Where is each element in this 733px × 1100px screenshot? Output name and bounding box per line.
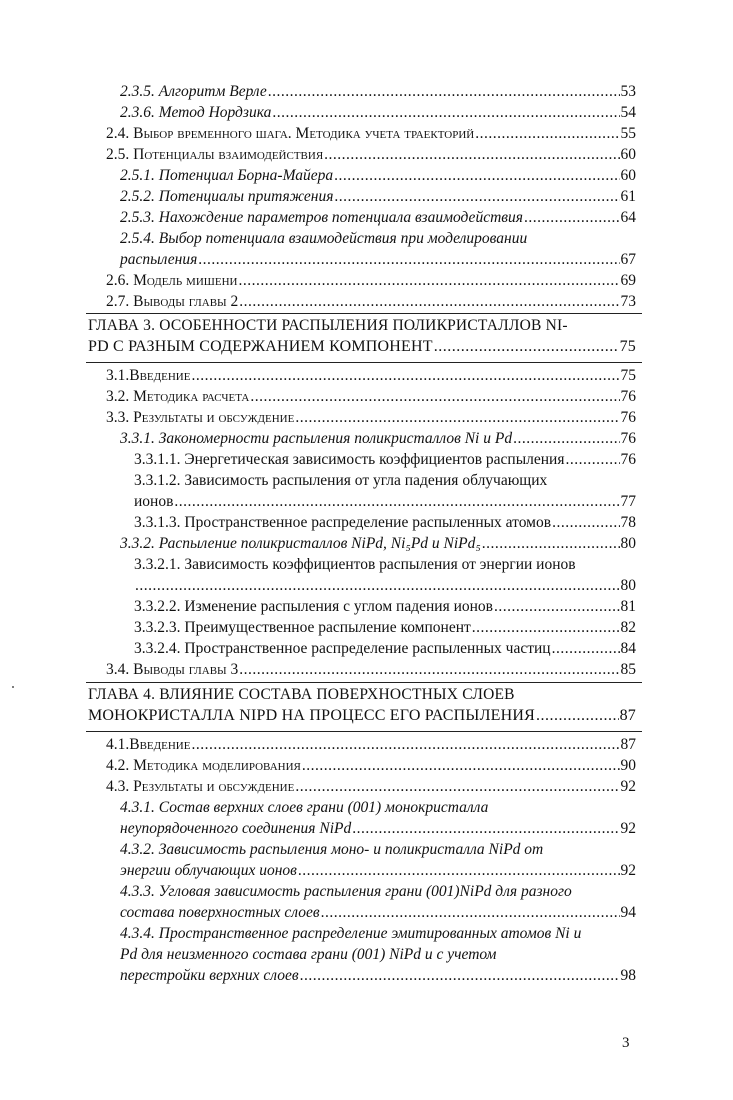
toc-entry-page: 54 <box>620 104 636 121</box>
toc-entry-title-line1: 3.3.1.2. Зависимость распыления от угла падения облучающих <box>134 472 548 489</box>
toc-entry-page: 75 <box>620 367 636 384</box>
toc-entry-title: 4.1.Введение <box>106 736 191 753</box>
toc-entry-page: 92 <box>620 778 636 795</box>
toc-entry-title: 3.1.Введение <box>106 367 191 384</box>
toc-entry[interactable] <box>134 640 636 658</box>
toc-entry-page: 80 <box>620 577 636 594</box>
toc-entry[interactable] <box>134 514 636 532</box>
toc-entry[interactable] <box>134 598 636 616</box>
toc-entry[interactable] <box>120 904 636 922</box>
toc-entry-title: 3.3.2.3. Преимущественное распыление компонент <box>134 619 471 636</box>
toc-entry[interactable] <box>134 493 636 511</box>
toc-entry-page: 92 <box>620 862 636 879</box>
toc-chapter-entry[interactable] <box>88 338 636 356</box>
toc-entry-title: неупорядоченного соединения NiPd <box>120 820 352 837</box>
toc-entry-page: 81 <box>620 598 636 615</box>
toc-entry-page: 69 <box>620 272 636 289</box>
toc-entry[interactable] <box>120 820 636 838</box>
toc-entry-page: 64 <box>620 209 636 226</box>
toc-entry[interactable] <box>134 619 636 637</box>
toc-entry-page: 77 <box>620 493 636 510</box>
leader-dots <box>324 146 619 164</box>
toc-entry-title: 2.6. Модель мишени <box>106 272 238 289</box>
toc-entry-page: 84 <box>620 640 636 657</box>
leader-dots <box>238 272 619 290</box>
toc-entry[interactable] <box>106 272 636 290</box>
leader-dots <box>135 577 620 595</box>
chapter-title-line1: ГЛАВА 3. ОСОБЕННОСТИ РАСПЫЛЕНИЯ ПОЛИКРИСТАЛЛОВ NI- <box>88 317 568 334</box>
toc-entry-page: 76 <box>620 430 636 447</box>
leader-dots <box>302 757 620 775</box>
toc-entry-title: распыления <box>120 251 198 268</box>
toc-entry[interactable] <box>106 736 636 754</box>
toc-entry-title-line1: 4.3.2. Зависимость распыления моно- и поликристалла NiPd от <box>120 841 544 858</box>
toc-entry[interactable] <box>120 251 636 269</box>
toc-entry-title: 2.5. Потенциалы взаимодействия <box>106 146 324 163</box>
toc-entry[interactable] <box>106 125 636 143</box>
toc-entry-page: 87 <box>619 707 636 724</box>
leader-dots <box>298 862 620 880</box>
toc-entry[interactable] <box>120 83 636 101</box>
leader-dots <box>250 388 619 406</box>
leader-dots <box>239 293 619 311</box>
toc-entry-title: 3.3.1. Закономерности распыления поликристаллов Ni и Pd <box>120 430 513 447</box>
toc-entry[interactable] <box>120 430 636 448</box>
leader-dots <box>475 125 619 143</box>
toc-entry[interactable] <box>106 388 636 406</box>
toc-entry-title: 3.2. Методика расчета <box>106 388 250 405</box>
leader-dots <box>198 251 619 269</box>
toc-entry[interactable] <box>106 661 636 679</box>
toc-entry-title: 2.3.6. Метод Нордзика <box>120 104 272 121</box>
leader-dots <box>191 736 619 754</box>
toc-entry[interactable] <box>120 209 636 227</box>
toc-entry-page: 76 <box>620 409 636 426</box>
toc-entry-page: 73 <box>620 293 636 310</box>
toc-entry-title-line1: 3.3.2.1. Зависимость коэффициентов распыления от энергии ионов <box>134 556 576 573</box>
leader-dots <box>552 640 620 658</box>
toc-entry-title-line2: Pd для неизменного состава грани (001) NiPd и с учетом <box>120 946 497 963</box>
divider <box>86 731 642 732</box>
toc-entry-title: 3.3.1.3. Пространственное распределение распыленных атомов <box>134 514 552 531</box>
toc-entry-page: 76 <box>620 451 636 468</box>
leader-dots <box>239 661 619 679</box>
toc-entry[interactable] <box>106 409 636 427</box>
leader-dots <box>352 820 619 838</box>
toc-entry-title: 4.2. Методика моделирования <box>106 757 301 774</box>
toc-entry-title: 3.3.2. Распыление поликристаллов NiPd, Ni₅Pd и NiPd₅ <box>120 535 481 552</box>
toc-entry-page: 67 <box>620 251 636 268</box>
toc-entry-title: ионов <box>134 493 174 510</box>
toc-entry-title-line1: 2.5.4. Выбор потенциала взаимодействия при моделировании <box>120 230 528 247</box>
toc-entry-page: 53 <box>620 83 636 100</box>
leader-dots <box>334 167 619 185</box>
toc-entry-page: 55 <box>620 125 636 142</box>
toc-entry[interactable] <box>120 188 636 206</box>
toc-entry-title: МОНОКРИСТАЛЛА NIPD НА ПРОЦЕСС ЕГО РАСПЫЛЕНИЯ <box>88 707 535 724</box>
leader-dots <box>494 598 620 616</box>
leader-dots <box>434 338 619 356</box>
toc-entry-page: 92 <box>620 820 636 837</box>
toc-entry-title: 3.3. Результаты и обсуждение <box>106 409 295 426</box>
toc-entry-title: 3.3.2.2. Изменение распыления с углом падения ионов <box>134 598 493 615</box>
leader-dots <box>300 967 620 985</box>
scan-speck <box>12 686 14 688</box>
toc-entry-page: 75 <box>619 338 636 355</box>
toc-entry-page: 60 <box>620 146 636 163</box>
toc-entry[interactable] <box>106 146 636 164</box>
toc-entry-title: 3.4. Выводы главы 3 <box>106 661 239 678</box>
page-number: 3 <box>622 1035 630 1051</box>
toc-entry[interactable] <box>120 967 636 985</box>
toc-entry-title-line1: 4.3.3. Угловая зависимость распыления грани (001)NiPd для разного <box>120 883 572 900</box>
toc-entry-page: 90 <box>620 757 636 774</box>
divider <box>86 682 642 683</box>
leader-dots <box>513 430 619 448</box>
toc-entry-page: 80 <box>620 535 636 552</box>
toc-entry-title: 3.3.2.4. Пространственное распределение распыленных частиц <box>134 640 551 657</box>
toc-entry-title: 4.3. Результаты и обсуждение <box>106 778 295 795</box>
leader-dots <box>272 104 619 122</box>
leader-dots <box>268 83 620 101</box>
toc-entry-title-line1: 4.3.1. Состав верхних слоев грани (001) монокристалла <box>120 799 489 816</box>
toc-entry[interactable] <box>106 757 636 775</box>
toc-entry[interactable] <box>120 862 636 880</box>
divider <box>86 362 642 363</box>
toc-entry-title: 2.5.2. Потенциалы притяжения <box>120 188 334 205</box>
toc-entry-page: 98 <box>620 967 636 984</box>
toc-entry-title: 2.5.1. Потенциал Борна-Майера <box>120 167 334 184</box>
divider <box>86 313 642 314</box>
toc-entry[interactable] <box>106 778 636 796</box>
leader-dots <box>524 209 620 227</box>
toc-chapter-entry[interactable] <box>88 707 636 725</box>
toc-entry-title-line1: 4.3.4. Пространственное распределение эмитированных атомов Ni и <box>120 925 582 942</box>
toc-entry-title: PD С РАЗНЫМ СОДЕРЖАНИЕМ КОМПОНЕНТ <box>88 338 433 355</box>
toc-entry-page: 94 <box>620 904 636 921</box>
leader-dots <box>295 409 619 427</box>
toc-entry-page: 78 <box>620 514 636 531</box>
toc-entry-page: 61 <box>620 188 636 205</box>
toc-entry-page: 60 <box>620 167 636 184</box>
toc-entry[interactable] <box>134 451 636 469</box>
leader-dots <box>191 367 619 385</box>
leader-dots <box>536 707 619 725</box>
toc-entry[interactable] <box>134 577 636 595</box>
toc-entry-title: 2.4. Выбор временного шага. Методика учета траекторий <box>106 125 475 142</box>
toc-entry-title: перестройки верхних слоев <box>120 967 299 984</box>
toc-entry[interactable] <box>120 104 636 122</box>
leader-dots <box>321 904 620 922</box>
toc-entry-title: 2.3.5. Алгоритм Верле <box>120 83 267 100</box>
leader-dots <box>174 493 619 511</box>
leader-dots <box>334 188 619 206</box>
toc-entry[interactable] <box>120 535 636 553</box>
toc-entry-title: состава поверхностных слоев <box>120 904 320 921</box>
toc-entry-title: 2.7. Выводы главы 2 <box>106 293 239 310</box>
leader-dots <box>565 451 619 469</box>
leader-dots <box>295 778 619 796</box>
toc-entry-page: 76 <box>620 388 636 405</box>
toc-entry[interactable] <box>106 293 636 311</box>
leader-dots <box>472 619 620 637</box>
toc-entry-page: 87 <box>620 736 636 753</box>
leader-dots <box>552 514 619 532</box>
toc-entry-title: 2.5.3. Нахождение параметров потенциала взаимодействия <box>120 209 523 226</box>
toc-entry[interactable] <box>120 167 636 185</box>
chapter-title-line1: ГЛАВА 4. ВЛИЯНИЕ СОСТАВА ПОВЕРХНОСТНЫХ СЛОЕВ <box>88 686 515 703</box>
toc-entry[interactable] <box>106 367 636 385</box>
toc-entry-title: энергии облучающих ионов <box>120 862 297 879</box>
leader-dots <box>482 535 620 553</box>
toc-entry-page: 82 <box>620 619 636 636</box>
toc-entry-page: 85 <box>620 661 636 678</box>
toc-entry-title: 3.3.1.1. Энергетическая зависимость коэффициентов распыления <box>134 451 565 468</box>
